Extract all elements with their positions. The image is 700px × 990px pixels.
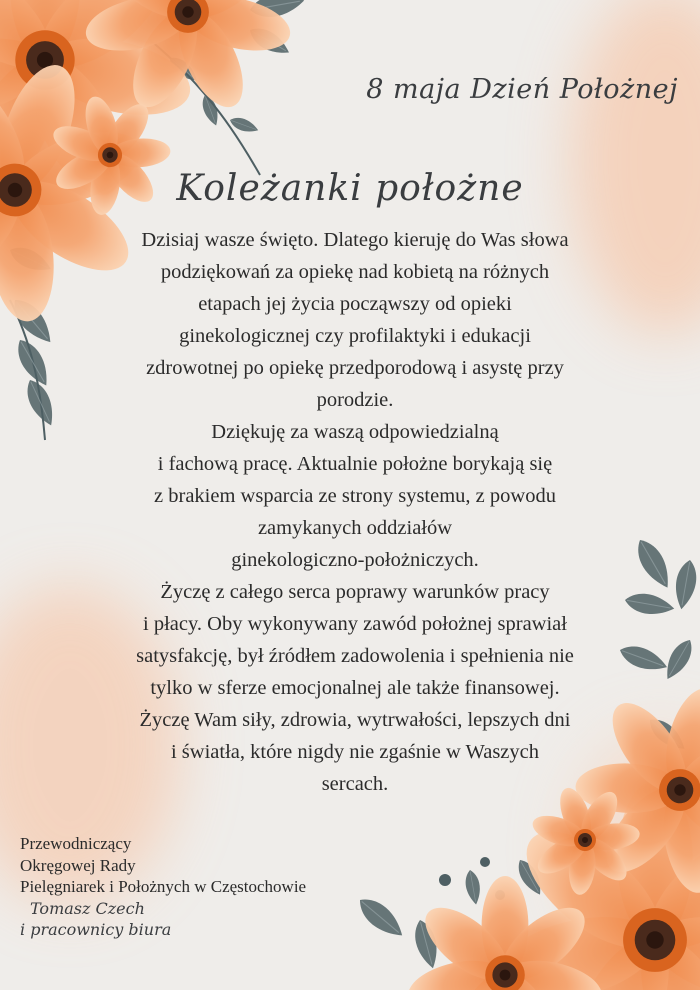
message-line: Życzę z całego serca poprawy warunków pracy <box>160 581 550 603</box>
signature-name: Tomasz Czech <box>30 898 145 918</box>
message-line: Dziękuję za waszą odpowiedzialną <box>211 421 499 443</box>
date-heading: 8 maja Dzień Położnej <box>366 74 678 105</box>
message-line: etapach jej życia począwszy od opieki <box>198 293 512 315</box>
message-line: Dzisiaj wasze święto. Dlatego kieruję do Was słowa <box>141 229 569 251</box>
message-line: zdrowotnej po opiekę przedporodową i asystę przy <box>146 357 564 379</box>
signature-team: i pracownicy biura <box>20 920 172 939</box>
message-line: tylko w sferze emocjonalnej ale także finansowej. <box>150 677 560 699</box>
signature-title: Przewodniczący <box>20 834 132 853</box>
message-line: zamykanych oddziałów <box>257 517 453 539</box>
message-line: sercach. <box>321 773 389 795</box>
message-line: ginekologicznej czy profilaktyki i edukacji <box>179 325 531 347</box>
signature-block <box>20 833 306 941</box>
signature-organization: Pielęgniarek i Położnych w Częstochowie <box>20 877 307 896</box>
card-title: Koleżanki położne <box>176 168 524 209</box>
message-line: z brakiem wsparcia ze strony systemu, z powodu <box>154 485 556 507</box>
message-line: Życzę Wam siły, zdrowia, wytrwałości, lepszych dni <box>139 709 571 731</box>
message-line: i płacy. Oby wykonywany zawód położnej sprawiał <box>143 613 567 635</box>
message-line: porodzie. <box>316 389 394 411</box>
message-line: satysfakcję, był źródłem zadowolenia i spełnienia nie <box>136 645 574 667</box>
signature-council: Okręgowej Rady <box>20 855 136 875</box>
message-body <box>110 224 600 800</box>
message-line: i światła, które nigdy nie zgaśnie w Waszych <box>170 741 539 763</box>
message-line: podziękowań za opiekę nad kobietą na różnych <box>160 261 550 283</box>
message-line: ginekologiczno-położniczych. <box>231 549 479 571</box>
message-line: i fachową pracę. Aktualnie położne borykają się <box>157 453 553 475</box>
